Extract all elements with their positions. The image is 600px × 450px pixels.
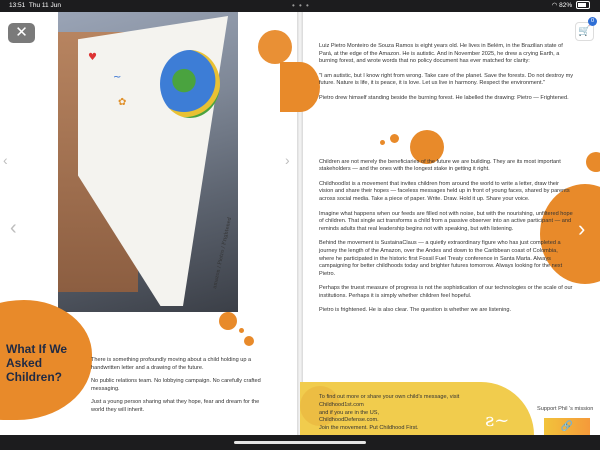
prev-page-arrow[interactable]: ‹ (3, 152, 8, 168)
drawing-mark: ♥ (88, 52, 97, 63)
footer-line: To find out more or share your own child's message, visit (319, 394, 460, 400)
battery-percent: 82% (559, 2, 573, 9)
paragraph: ChildhoodIst is a movement that invites children from around the world to write a letter, draw their vision and share their hopes — faceless messages held up in front of young faces, shared by parents across social media. Take a piece of paper. Write. Draw. Hold it up. Share your voice. (319, 180, 570, 202)
drawing-mark: ✿ (118, 97, 127, 108)
footer-link[interactable]: Childhood1st.com (319, 401, 364, 408)
page-headline: What If We Asked Children? (6, 342, 68, 384)
cart-icon[interactable]: 🛒 (575, 22, 594, 41)
status-time: 13:51 Thu 11 Jun (9, 2, 61, 9)
earth-drawing (160, 50, 220, 118)
paragraph: There is something profoundly moving about a child holding up a handwritten letter and a drawing of the future. (91, 357, 252, 371)
decor-circle (586, 152, 600, 172)
squiggle-logo: ƨ~ (485, 410, 510, 431)
decor-circle (280, 62, 320, 112)
paragraph: Children are not merely the beneficiaries of the future we are building. They are its most important stakeholders — and the ones with the longest stake in getting it right. (319, 158, 561, 173)
support-button[interactable]: 🔗 (544, 418, 590, 435)
cart-badge: 0 (588, 17, 597, 26)
paragraph: Imagine what happens when our feeds are filled not with noise, but with the nourishing, unfiltered hope of children. That single act transforms a child from a passive observer into an active participant — and reminds adults that real leadership begins not with speaking, but with listening. (319, 210, 573, 232)
battery-icon (576, 1, 590, 9)
footer-link[interactable]: ChildhoodDefense.com. (319, 417, 379, 424)
next-page-arrow[interactable]: › (578, 216, 586, 241)
next-page-arrow[interactable]: › (285, 152, 290, 168)
support-label: Support Phil 's mission (537, 406, 594, 412)
magazine-spread (0, 12, 600, 435)
footer-line: and if you are in the US, (319, 409, 380, 416)
close-button[interactable]: ✕ (8, 23, 35, 43)
paragraph: Perhaps the truest measure of progress is not the sophistication of our technologies or the scale of our institutions. Perhaps it is simply whether children feel hopeful. (319, 285, 573, 299)
footer-line: Join the movement. Put Childhood First. (319, 425, 419, 432)
status-bar (0, 0, 600, 12)
multitask-dots[interactable]: • • • (292, 1, 310, 10)
home-indicator[interactable] (234, 441, 366, 444)
photo-handwriting: amazon / Pietro / Frightened (211, 216, 233, 290)
paragraph: Just a young person sharing what they hope, fear and dream for the world they will inherit. (91, 399, 260, 413)
footer-cta (319, 394, 459, 433)
paragraph: Pietro is frightened. He is also clear. The question is whether we are listening. (319, 307, 512, 314)
left-body-text (91, 357, 264, 421)
status-right (552, 0, 590, 12)
decor-circle (219, 312, 237, 330)
wifi-icon: ◠ (551, 2, 558, 9)
right-body-text (319, 43, 574, 322)
decor-circle (239, 328, 244, 333)
paragraph: No public relations team. No lobbying campaign. No carefully crafted messaging. (91, 378, 261, 392)
drawing-mark: ~ (113, 72, 122, 83)
paragraph: "I am autistic, but I know right from wrong. Take care of the planet. Save the forests. Do not destroy my future. Nature is life, it is peace, it is love. Let us live in harmony. Respect the environment." (319, 72, 574, 87)
decor-circle (258, 30, 292, 64)
home-indicator-bar (0, 435, 600, 450)
child-plane-photo (58, 12, 238, 312)
paragraph: Behind the movement is SustainaClaus — a quietly extraordinary figure who has just completed a journey the length of the Amazon, over the Andes and down to the Caribbean coast of Colombia, where he participated in the historic first Fossil Fuel Treaty conference in Santa Marta. Always campaigning for better childhoods today and brighter futures tomorrow. Always looking for the next Pietro. (319, 240, 563, 277)
decor-circle (244, 336, 254, 346)
paragraph: Pietro drew himself standing beside the burning forest. He labelled the drawing: Pietro — Frightened. (319, 94, 569, 101)
prev-page-arrow[interactable]: ‹ (10, 217, 17, 239)
paragraph: Luiz Pietro Monteiro de Souza Ramos is eight years old. He lives in Belém, in the Brazilian state of Pará, at the edge of the Amazon. He is autistic. And in November 2025, he drew a crying Earth, a burning forest, and wrote words that no policy document has ever matched for clarity: (319, 43, 563, 65)
